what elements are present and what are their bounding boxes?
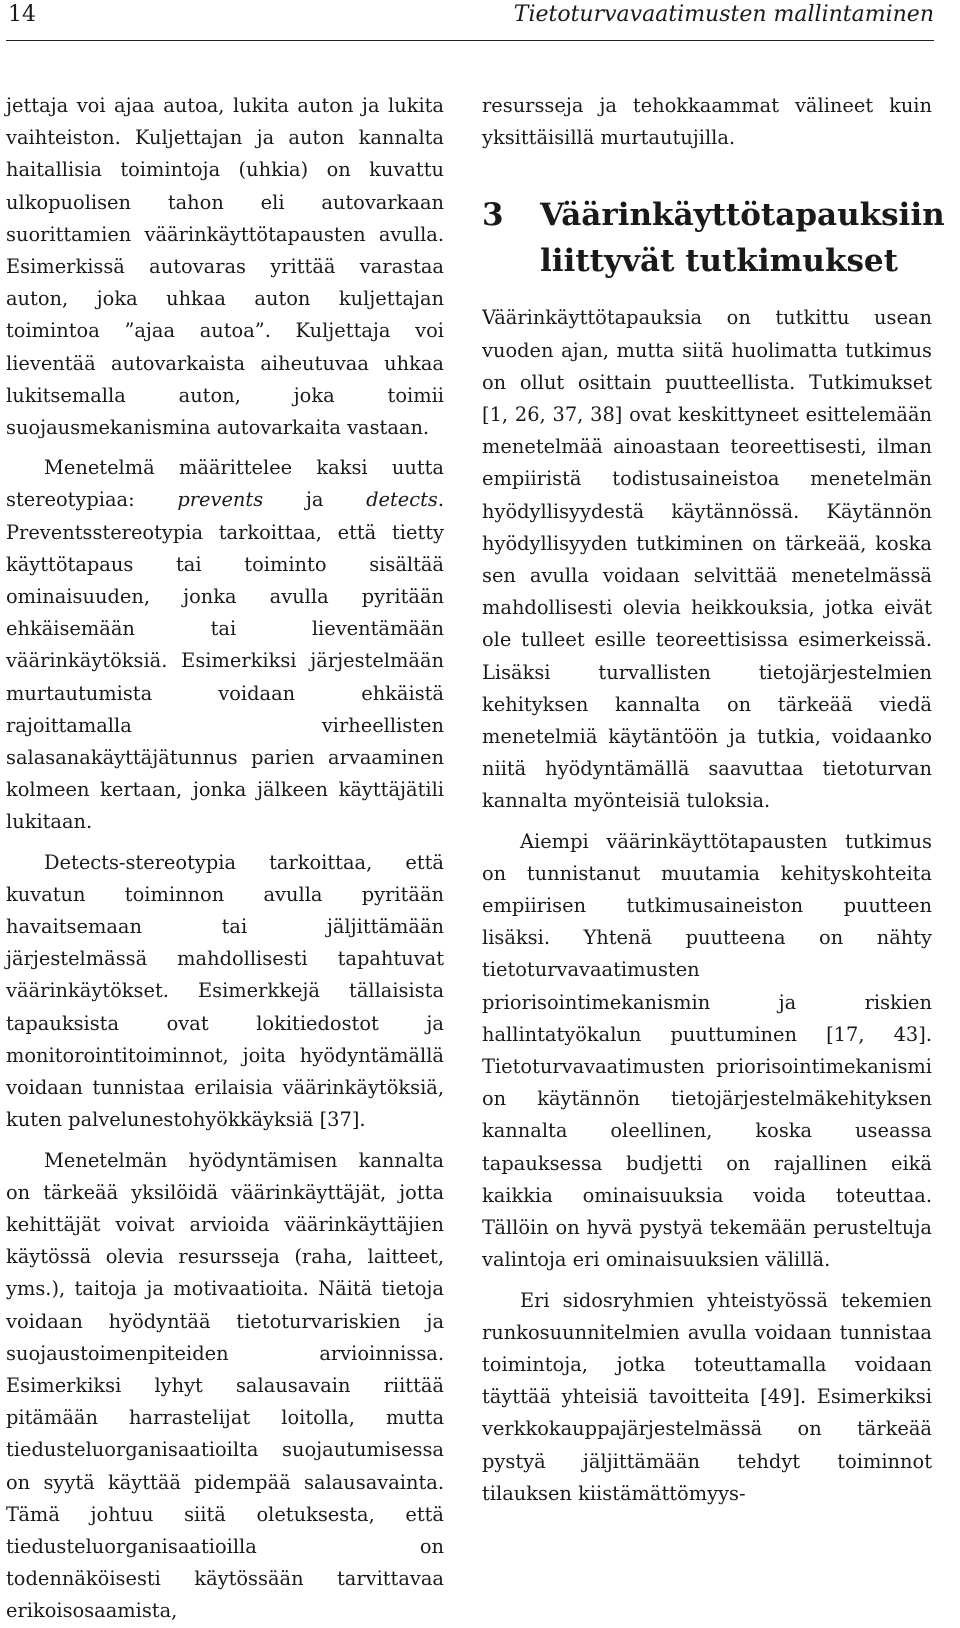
paragraph-continuation: jettaja voi ajaa autoa, lukita auton ja lukita vaihteiston. Kuljettajan ja auton kannalta haitallisia toimintoja (uhkia) on kuvattu ulkopuolisen tahon eli autovarkaan suorittamien väärinkäyttötapausten avulla. Esimerkissä autovaras yrittää varastaa auton, joka uhkaa auton kuljettajan toimintoa ”ajaa autoa”. Kuljettaja voi lieventää autovarkaista aiheutuvaa uhkaa lukitsemalla auton, joka toimii suojausmekanismina autovarkaita vastaan.: [6, 94, 444, 440]
section-title: Väärinkäyttötapauksiin liittyvät tutkimukset: [540, 197, 945, 280]
running-title: Tietoturvavaatimusten mallintaminen: [513, 2, 934, 27]
paragraph-research: Väärinkäyttötapauksia on tutkittu usean vuoden ajan, mutta siitä huolimatta tutkimus on ollut osittain puutteellista. Tutkimukset [1, 26, 37, 38] ovat keskittyneet esittelemään menetelmää ainoastaan teoreettisesti, ilman empiiristä todistusaineistoa menetelmän hyödyllisyydestä käytännössä. Käytännön hyödyllisyyden tutkiminen on tärkeää, koska sen avulla voidaan selvittää menetelmässä mahdollisesti olevia heikkouksia, jotka eivät ole tulleet esille teoreettisissa esimerkeissä. Lisäksi turvallisten tietojärjestelmien kehityksen kannalta on tärkeää viedä menetelmiä käytäntöön ja tutkia, voidaanko niitä hyödyntämällä saavuttaa tietoturvan kannalta myönteisiä tuloksia.: [482, 306, 932, 813]
paragraph-misusers: Menetelmän hyödyntämisen kannalta on tärkeää yksilöidä väärinkäyttäjät, jotta kehittäjät voivat arvioida väärinkäyttäjien käytössä olevia resursseja (raha, laitteet, yms.), taitoja ja motivaatioita. Näitä tietoja voidaan hyödyntää tietoturvariskien ja suojaustoimenpiteiden arvioinnissa. Esimerkiksi lyhyt salausavain riittää pitämään harrastelijat loitolla, mutta tiedusteluorganisaatioilta suojautumisessa on syytä käyttää pidempää salausavainta. Tämä johtuu siitä oletuksesta, että tiedusteluorganisaatioilla on todennäköisesti käytössään tarvittavaa erikoisosaamista,: [6, 1148, 444, 1623]
paragraph-stakeholders: Eri sidosryhmien yhteistyössä tekemien runkosuunnitelmien avulla voidaan tunnistaa toimintoja, jotka toteuttamalla voidaan täyttää yhteisiä tavoitteita [49]. Esimerkiksi verkkokauppajärjestelmässä on tärkeää pystyä jäljittämään tehdyt toiminnot tilauksen kiistämättömyys-: [482, 1288, 932, 1505]
term-prevents: prevents: [177, 488, 264, 512]
paragraph-prior-research: Aiempi väärinkäyttötapausten tutkimus on tunnistanut muutamia kehityskohteita empiirisen tutkimusaineiston puutteen lisäksi. Yhtenä puutteena on nähty tietoturvavaatimusten priorisointimekanismin ja riskien hallintatyökalun puuttuminen [17, 43]. Tietoturvavaatimusten priorisointimekanismi on käytännön tietojärjestelmäkehityksen kannalta oleellinen, koska useassa tapauksessa budjetti on rajallinen eikä kaikkia ominaisuuksia voida toteuttaa. Tällöin on hyvä pystyä tekemään perusteltuja valintoja eri ominaisuuksien välillä.: [482, 829, 932, 1272]
header-rule: [6, 40, 934, 41]
left-column: [6, 90, 444, 1628]
paragraph-text: ja: [263, 488, 367, 512]
paragraph-text: . Preventsstereotypia tarkoittaa, että tietty käyttötapaus tai toiminto sisältää ominaisuuden, jonka avulla pyritään ehkäisemään tai lieventämään väärinkäytöksiä. Esimerkiksi järjestelmään murtautumista voidaan ehkäistä rajoittamalla virheellisten salasanakäyttäjätunnus parien arvaaminen kolmeen kertaan, jonka jälkeen käyttäjätili lukitaan.: [6, 488, 444, 834]
paragraph-continuation: resursseja ja tehokkaammat välineet kuin yksittäisillä murtautujilla.: [482, 94, 932, 150]
section-heading: [482, 192, 945, 284]
paragraph-detects: Detects-stereotypia tarkoittaa, että kuvatun toiminnon avulla pyritään havaitsemaan tai jäljittämään järjestelmässä mahdollisesti tapahtuvat väärinkäytökset. Esimerkkejä tällaisista tapauksista ovat lokitiedostot ja monitorointitoiminnot, joita hyödyntämällä voidaan tunnistaa erilaisia väärinkäytöksiä, kuten palvelunestohyökkäyksiä [37].: [6, 850, 444, 1132]
paragraph-stereotypes: [6, 452, 444, 838]
term-detects: detects: [366, 488, 438, 512]
paragraph-text: Menetelmä määrittelee kaksi uutta stereotypiaa:: [6, 456, 444, 512]
right-column: [482, 90, 945, 1510]
page-number: 14: [8, 2, 36, 27]
page-header: [0, 0, 960, 40]
section-number: 3: [482, 197, 504, 234]
